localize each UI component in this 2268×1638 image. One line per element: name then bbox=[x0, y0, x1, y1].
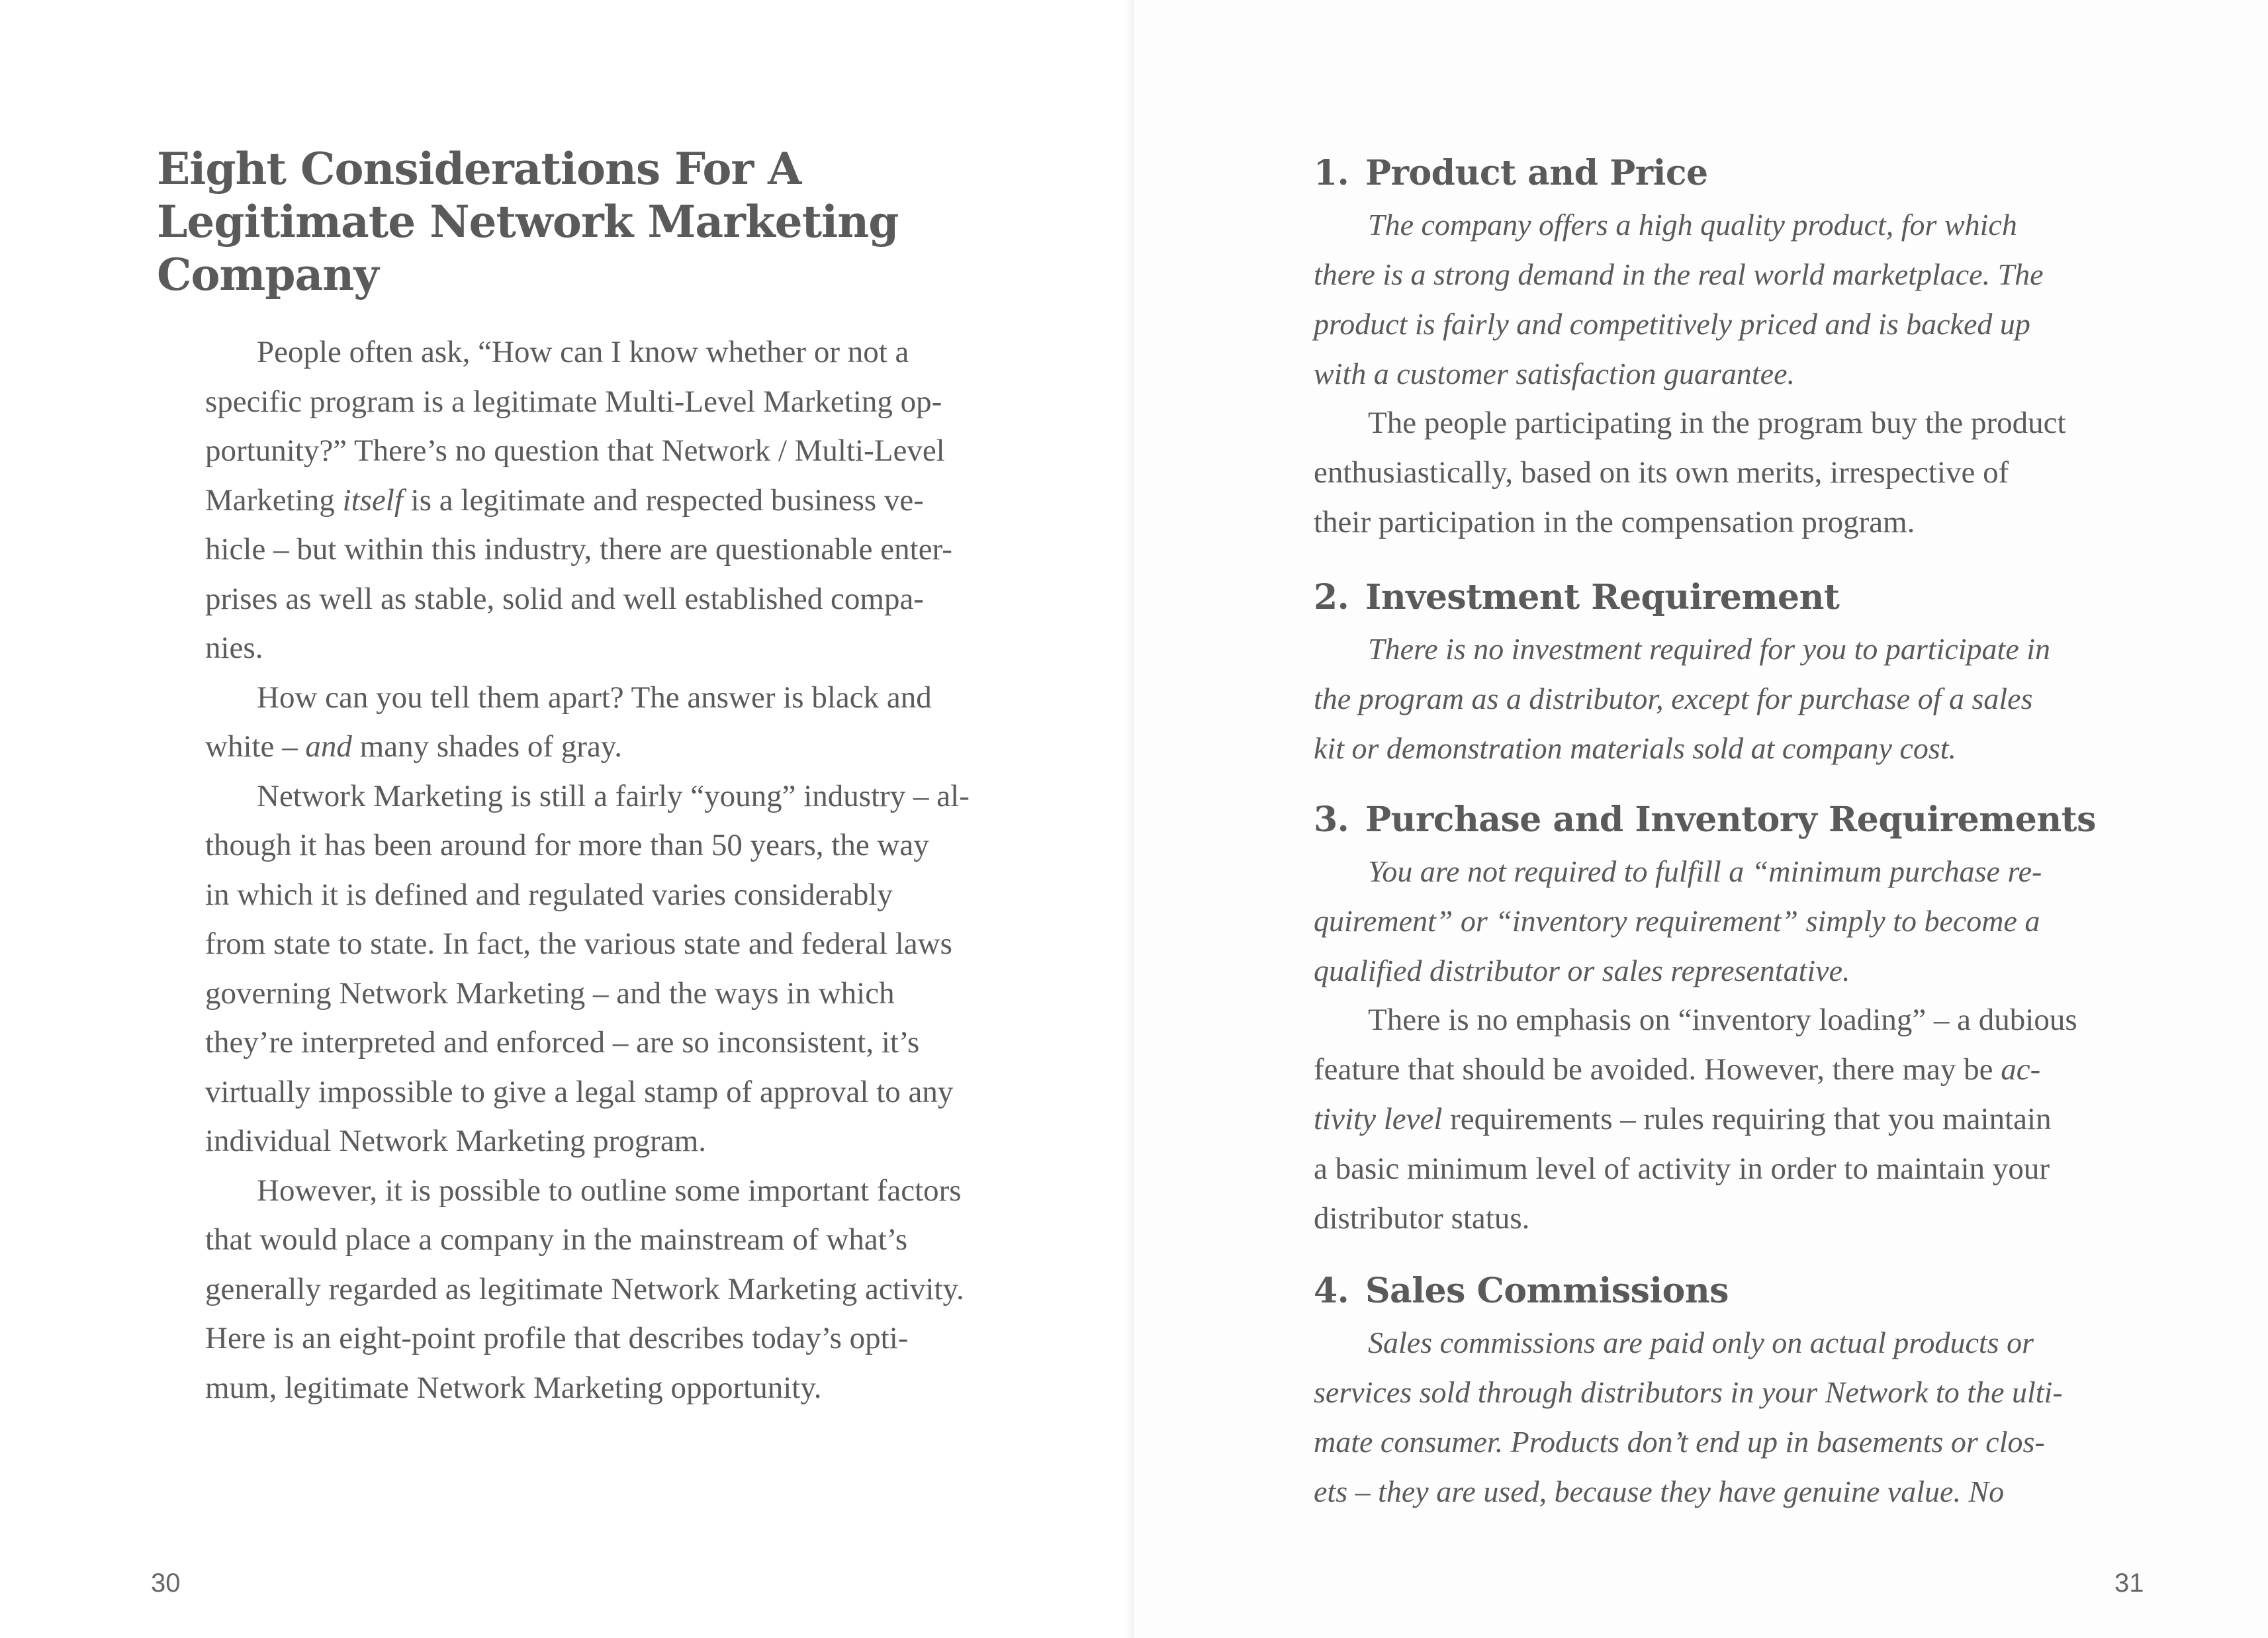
text-line: qualified distributor or sales representative. bbox=[1314, 954, 1850, 987]
text-line: ets – they are used, because they have genuine value. No bbox=[1314, 1475, 2005, 1508]
paragraph bbox=[154, 772, 1007, 1166]
text-fragment: is a legitimate and respected business ve- bbox=[402, 482, 924, 518]
text-line: they’re interpreted and enforced – are so inconsistent, it’s bbox=[205, 1025, 920, 1060]
text-line bbox=[1314, 1095, 2174, 1144]
text-line: There is no investment required for you to participate in bbox=[1368, 632, 2051, 666]
section-number: 1. bbox=[1314, 153, 1349, 193]
text-line bbox=[154, 722, 1007, 772]
text-line: There is no emphasis on “inventory loading” – a dubious bbox=[1368, 1003, 2077, 1037]
paragraph bbox=[154, 328, 1007, 673]
section-title: Product and Price bbox=[1365, 153, 1708, 193]
text-line: product is fairly and competitively priced and is backed up bbox=[1314, 307, 2030, 341]
text-line: The company offers a high quality product, for which bbox=[1368, 208, 2017, 242]
text-line: though it has been around for more than 50 years, the way bbox=[205, 828, 929, 862]
section-title: Purchase and Inventory Requirements bbox=[1365, 799, 2096, 840]
section-product-and-price bbox=[1314, 147, 2174, 547]
text-fragment: Marketing bbox=[205, 482, 343, 518]
emphasis-text: ac- bbox=[2001, 1052, 2041, 1087]
text-line bbox=[1314, 1045, 2174, 1095]
text-line: their participation in the compensation program. bbox=[1314, 505, 1915, 539]
paragraph bbox=[154, 1166, 1007, 1413]
emphasis-text: itself bbox=[342, 482, 403, 518]
text-line: governing Network Marketing – and the ways in which bbox=[205, 976, 895, 1011]
text-line: from state to state. In fact, the various state and federal laws bbox=[205, 927, 952, 961]
text-fragment: requirements – rules requiring that you maintain bbox=[1442, 1102, 2052, 1136]
text-line: individual Network Marketing program. bbox=[205, 1124, 707, 1158]
text-line: hicle – but within this industry, there are questionable enter- bbox=[205, 532, 952, 567]
section-summary bbox=[1314, 846, 2174, 995]
section-summary bbox=[1314, 200, 2174, 398]
text-line: virtually impossible to give a legal stamp of approval to any bbox=[205, 1074, 954, 1109]
text-line: Sales commissions are paid only on actual products or bbox=[1368, 1326, 2034, 1359]
page-number: 30 bbox=[151, 1569, 181, 1598]
text-line: mate consumer. Products don’t end up in basements or clos- bbox=[1314, 1425, 2045, 1459]
text-line: that would place a company in the mainstream of what’s bbox=[205, 1222, 908, 1257]
section-sales-commissions bbox=[1314, 1265, 2174, 1516]
text-line: kit or demonstration materials sold at company cost. bbox=[1314, 731, 1957, 765]
text-line: Here is an eight-point profile that describes today’s opti- bbox=[205, 1321, 909, 1355]
section-heading bbox=[1314, 1265, 2174, 1318]
text-fragment: feature that should be avoided. However, there may be bbox=[1314, 1052, 2001, 1087]
text-line: specific program is a legitimate Multi-Level Marketing op- bbox=[205, 384, 942, 419]
text-line: distributor status. bbox=[1314, 1201, 1530, 1236]
text-line: People often ask, “How can I know whether or not a bbox=[257, 335, 909, 369]
emphasis-text: tivity level bbox=[1314, 1102, 1443, 1136]
text-line: prises as well as stable, solid and well established compa- bbox=[205, 581, 924, 616]
text-line: How can you tell them apart? The answer is black and bbox=[257, 680, 932, 715]
paragraph bbox=[154, 673, 1007, 772]
text-line bbox=[154, 476, 1007, 525]
text-line: mum, legitimate Network Marketing opportunity. bbox=[205, 1370, 822, 1405]
section-number: 2. bbox=[1314, 577, 1349, 617]
text-line: generally regarded as legitimate Network Marketing activity. bbox=[205, 1271, 964, 1306]
text-line: with a customer satisfaction guarantee. bbox=[1314, 357, 1795, 390]
title-line: Legitimate Network Marketing bbox=[157, 196, 899, 248]
text-line: there is a strong demand in the real world marketplace. The bbox=[1314, 257, 2044, 291]
section-summary bbox=[1314, 624, 2174, 773]
section-heading bbox=[1314, 571, 2174, 624]
text-line: a basic minimum level of activity in order to maintain your bbox=[1314, 1152, 2050, 1186]
text-line: the program as a distributor, except for purchase of a sales bbox=[1314, 682, 2033, 715]
section-number: 3. bbox=[1314, 799, 1349, 840]
page-number: 31 bbox=[2114, 1569, 2144, 1598]
section-number: 4. bbox=[1314, 1271, 1349, 1311]
section-purchase-inventory bbox=[1314, 794, 2174, 1244]
title-line: Eight Considerations For A bbox=[157, 143, 801, 195]
text-line: nies. bbox=[205, 631, 263, 665]
section-heading bbox=[1314, 794, 2174, 846]
left-body-text bbox=[154, 328, 1007, 1412]
text-fragment: white – bbox=[205, 729, 306, 764]
text-line: services sold through distributors in your Network to the ulti- bbox=[1314, 1375, 2063, 1409]
section-title: Sales Commissions bbox=[1365, 1271, 1729, 1311]
text-line: in which it is defined and regulated varies considerably bbox=[205, 877, 893, 912]
emphasis-text: and bbox=[305, 729, 352, 764]
text-line: enthusiastically, based on its own merits, irrespective of bbox=[1314, 455, 2009, 490]
text-line: Network Marketing is still a fairly “young” industry – al- bbox=[257, 778, 970, 813]
section-summary bbox=[1314, 1318, 2174, 1516]
text-line: quirement” or “inventory requirement” simply to become a bbox=[1314, 904, 2040, 938]
page-title bbox=[157, 142, 1017, 301]
section-investment-requirement bbox=[1314, 571, 2174, 773]
section-body bbox=[1314, 398, 2174, 547]
title-line: Company bbox=[157, 249, 379, 300]
section-title: Investment Requirement bbox=[1365, 577, 1840, 617]
section-body bbox=[1314, 995, 2174, 1244]
section-heading bbox=[1314, 147, 2174, 200]
text-fragment: many shades of gray. bbox=[351, 729, 623, 764]
text-line: However, it is possible to outline some important factors bbox=[257, 1173, 962, 1208]
text-line: You are not required to fulfill a “minimum purchase re- bbox=[1368, 854, 2042, 888]
text-line: portunity?” There’s no question that Network / Multi-Level bbox=[205, 433, 945, 468]
text-line: The people participating in the program buy the product bbox=[1368, 406, 2066, 440]
